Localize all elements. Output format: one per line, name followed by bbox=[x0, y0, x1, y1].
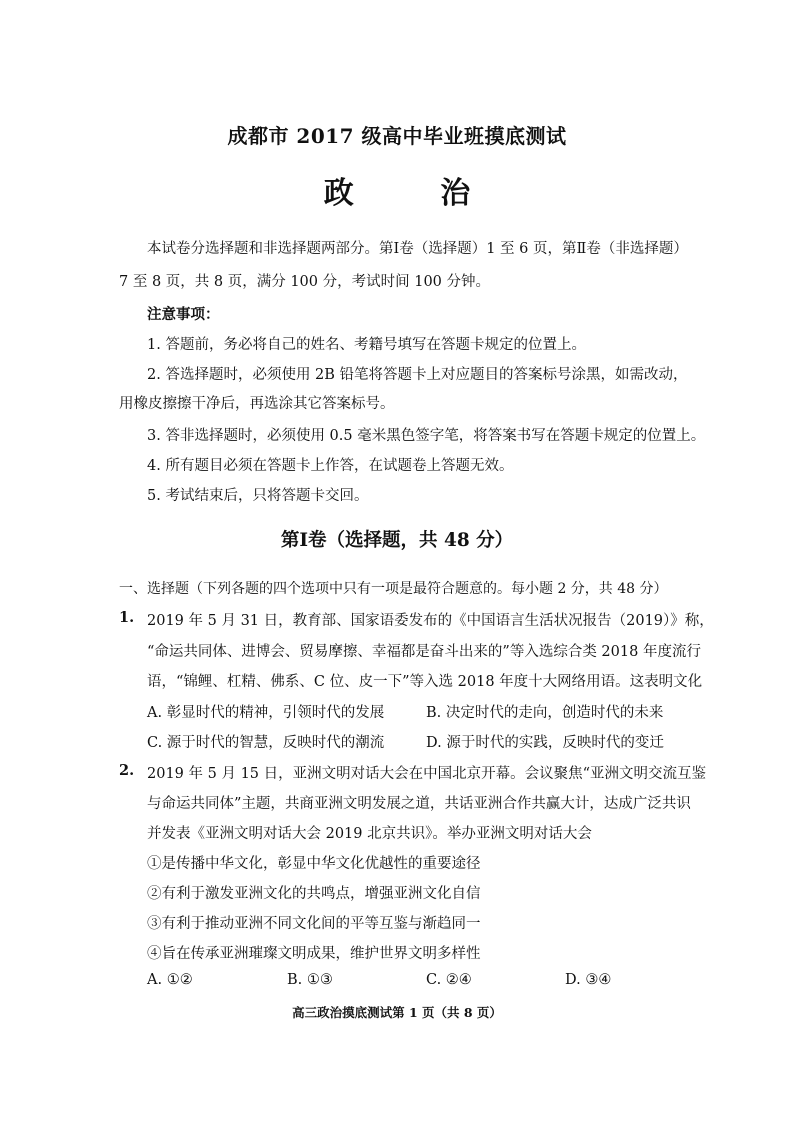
intro-line-2: 7 至 8 页，共 8 页，满分 100 分，考试时间 100 分钟。 bbox=[119, 274, 491, 290]
statement-1: ①是传播中华文化，彰显中华文化优越性的重要途径 bbox=[147, 856, 481, 872]
note-item-1: 1. 答题前，务必将自己的姓名、考籍号填写在答题卡规定的位置上。 bbox=[147, 337, 586, 353]
statement-2: ②有利于激发亚洲文化的共鸣点，增强亚洲文化自信 bbox=[147, 886, 481, 902]
note-item-2-cont: 用橡皮擦擦干净后，再选涂其它答案标号。 bbox=[119, 396, 395, 412]
notes-heading: 注意事项： bbox=[147, 306, 220, 323]
option-c: C. 源于时代的智慧，反映时代的潮流 bbox=[147, 735, 385, 751]
note-item-4: 4. 所有题目必须在答题卡上作答，在试题卷上答题无效。 bbox=[147, 458, 514, 474]
question-2-line-3: 并发表《亚洲文明对话大会 2019 北京共识》。举办亚洲文明对话大会 bbox=[147, 826, 592, 842]
option-c: C. ②④ bbox=[426, 972, 472, 988]
question-1-line-3: 语，“锦鲤、杠精、佛系、C 位、皮一下”等入选 2018 年度十大网络用语。这表明文化 bbox=[147, 674, 703, 690]
note-item-2: 2. 答选择题时，必须使用 2B 铅笔将答题卡上对应题目的答案标号涂黑，如需改动， bbox=[147, 367, 688, 383]
section-title: 第Ⅰ卷（选择题，共 48 分） bbox=[280, 530, 514, 551]
question-1-line-1: 2019 年 5 月 31 日，教育部、国家语委发布的《中国语言生活状况报告（2019）》称， bbox=[147, 613, 714, 629]
exam-title: 成都市 2017 级高中毕业班摸底测试 bbox=[227, 124, 567, 148]
note-item-3: 3. 答非选择题时，必须使用 0.5 毫米黑色签字笔，将答案书写在答题卡规定的位置上。 bbox=[147, 428, 706, 444]
option-a: A. 彰显时代的精神，引领时代的发展 bbox=[147, 705, 385, 721]
intro-line-1: 本试卷分选择题和非选择题两部分。第Ⅰ卷（选择题）1 至 6 页，第Ⅱ卷（非选择题） bbox=[147, 241, 688, 257]
question-number: 1. bbox=[119, 609, 135, 626]
question-2-line-1: 2019 年 5 月 15 日，亚洲文明对话大会在中国北京开幕。会议聚焦“亚洲文明交流互鉴 bbox=[147, 766, 707, 782]
page-footer: 高三政治摸底测试第 1 页（共 8 页） bbox=[292, 1005, 502, 1020]
statement-3: ③有利于推动亚洲不同文化间的平等互鉴与渐趋同一 bbox=[147, 916, 481, 932]
option-b: B. ①③ bbox=[287, 972, 333, 988]
subject-title: 政 治 bbox=[323, 176, 509, 211]
option-d: D. ③④ bbox=[565, 972, 612, 988]
part-heading: 一、选择题（下列各题的四个选项中只有一项是最符合题意的。每小题 2 分，共 48 分） bbox=[119, 581, 668, 597]
option-a: A. ①② bbox=[147, 972, 193, 988]
question-1-line-2: “命运共同体、进博会、贸易摩擦、幸福都是奋斗出来的”等入选综合类 2018 年度流行 bbox=[147, 644, 701, 660]
option-b: B. 决定时代的走向，创造时代的未来 bbox=[426, 705, 664, 721]
statement-4: ④旨在传承亚洲璀璨文明成果，维护世界文明多样性 bbox=[147, 946, 481, 962]
note-item-5: 5. 考试结束后，只将答题卡交回。 bbox=[147, 488, 369, 504]
question-2-line-2: 与命运共同体”主题，共商亚洲文明发展之道，共话亚洲合作共赢大计，达成广泛共识 bbox=[147, 796, 691, 812]
option-d: D. 源于时代的实践，反映时代的变迁 bbox=[426, 735, 664, 751]
question-number: 2. bbox=[119, 762, 135, 779]
